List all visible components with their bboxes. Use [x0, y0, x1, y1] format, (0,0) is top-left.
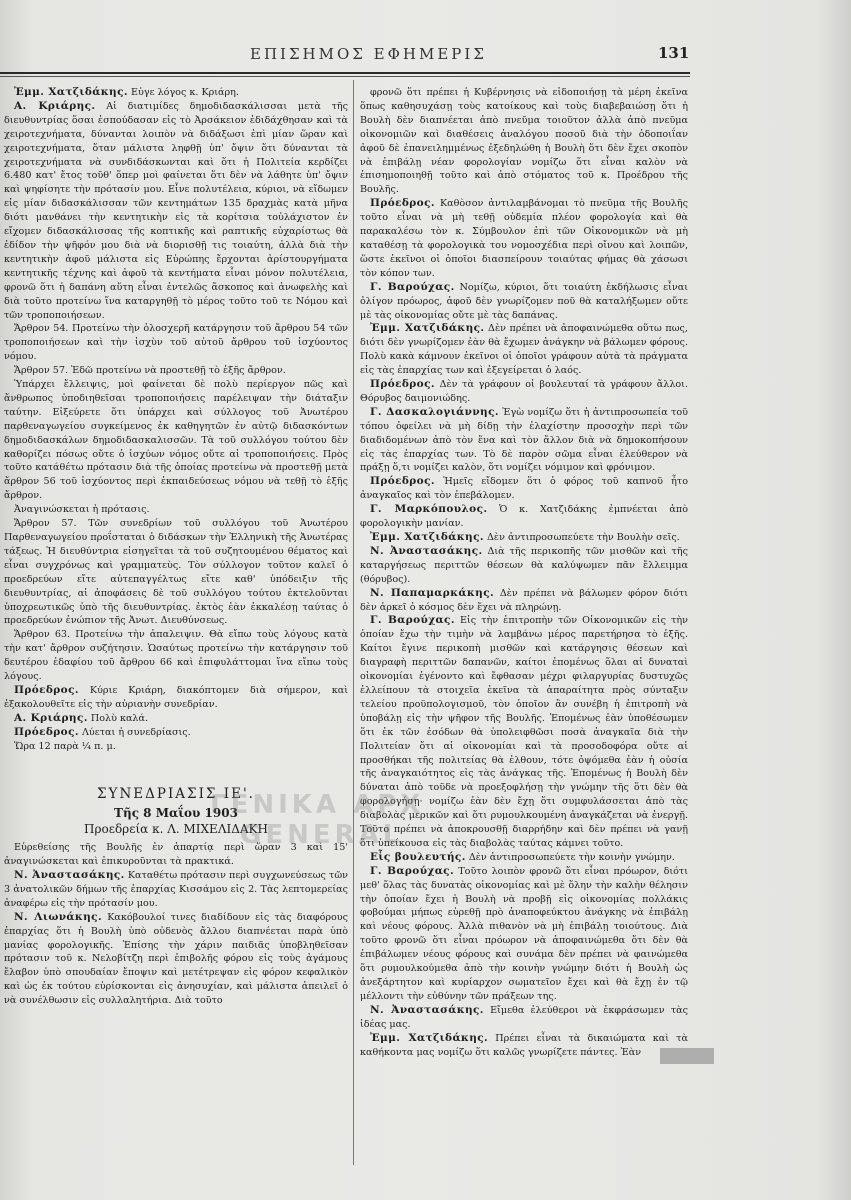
- speech-text: Ἐγὼ νομίζω ὅτι ἡ ἀντιπροσωπεία τοῦ τόπου ὀφείλει νὰ μὴ δίδῃ τὴν ἐλαχίστην προσοχὴν περὶ τῶν διαδιδομένων ἀπὸ τὸν ἕνα καὶ τὸν ἄλλον διὰ νὰ δημοκοπήσουν εἰς τὰς ἐπαρχίας των. Τὸ δὲ παρὸν σῶμα εἶναι ἐλεύθερον νὰ πράξῃ ὅ,τι νομίζει καλὸν, ὅτι νομίζει νόμιμον καὶ φρόνιμον.: [360, 406, 688, 474]
- speaker: Γ. Δασκαλογιάννης.: [370, 405, 499, 418]
- speech-text: Ὁ κ. Χατζιδάκης ἐμπνέεται ἀπὸ φορολογικὴν μανίαν.: [360, 504, 688, 530]
- paragraph: [360, 1032, 688, 1060]
- speech-text: Καθὸσον ἀντιλαμβάνομαι τὸ πνεῦμα τῆς Βουλῆς τοῦτο εἶναι νὰ μὴ τεθῇ οὐδεμία πλέον φορολογία καὶ θὰ παρακαλέσω τὸν κ. Σύμβουλον ἐπὶ τῶν Οἰκονομικῶν νὰ μὴ καταθέσῃ τὰ φορολογικὰ του νομοσχέδια περὶ οἴνου καὶ λοιπῶν, ὥστε ἐκεῖνοι οἱ ὁποῖοι διασπείρουν τοιαύτας φήμας θὰ χάσωσι τὸν κόπον των.: [360, 198, 688, 279]
- paragraph: [4, 100, 348, 323]
- speaker: Γ. Βαρούχας.: [370, 280, 455, 293]
- speaker: Α. Κριάρης.: [14, 99, 96, 112]
- speech-text: Κύριε Κριάρη, διακόπτομεν διὰ σήμερον, καὶ ἐξακολουθεῖτε εἰς τὴν αὐριανὴν συνεδρίαν.: [4, 684, 348, 710]
- paragraph: [4, 869, 348, 911]
- speaker: Γ. Βαρούχας.: [370, 864, 455, 877]
- header-rule: [0, 72, 690, 74]
- paragraph: Ἄρθρον 57. Τῶν συνεδρίων τοῦ συλλόγου τοῦ Ἀνωτέρου Παρθεναγωγείου προΐσταται ὁ διδάσκων τὴν Ἑλληνικὴ τῆς Ἀνωτέρας τάξεως. Ἡ διευθύντρια εἰσηγεῖται τὰ τοῦ συζητουμένου θέματος καὶ εἶναι συγχρόνως καὶ γραμματεὺς. Τὸν σύλλογον τοῦτον καλεῖ ὁ προεδρεύων εἴτε αὐτεπαγγέλτως εἴτε καθ' ὑπόδειξιν τῆς διευθυντρίας, αἱ ἀποφάσεις δὲ τοῦ συλλόγου τούτου ἐκτελοῦνται ὑποχρεωτικῶς ὑπὸ τῆς διευθυντρίας. ἐκτὸς ἐὰν ἐκκαλέσῃ ταύτας ὁ προεδρεύων ἐνώπιον τῆς Ἀνωτ. Διευθύνσεως.: [4, 518, 348, 627]
- paragraph: [360, 865, 688, 1004]
- speech-text: Ἡμεῖς εἴδομεν ὅτι ὁ φόρος τοῦ καπνοῦ ἦτο ἀναγκαῖος καὶ τὸν ἐπεβάλομεν.: [360, 476, 688, 502]
- speaker: Ν. Ἀναστασάκης.: [370, 544, 483, 557]
- speaker: Ἐμμ. Χατζιδάκης.: [370, 531, 484, 543]
- gazette-title: ΕΠΙΣΗΜΟΣ ΕΦΗΜΕΡΙΣ: [250, 45, 487, 63]
- paragraph: [360, 1004, 688, 1032]
- paragraph: [4, 684, 348, 712]
- speech-text: Δὲν πρέπει νὰ ἀποφαινώμεθα οὕτω πως, διότι δὲν γνωρίζομεν ἐὰν θὰ ἔχωμεν ἀνάγκην νὰ βάλωμεν φόρους. Πολὺ κακὰ κάμνουν ἐκεῖνοι οἱ ὁποῖοι γράφουν αὐτὰ τὰ πράγματα εἰς τὰς ἐπαρχίας των καὶ ἐξεγείρεται ὁ λαός.: [360, 323, 688, 377]
- speech-text: Κακόβουλοί τινες διαδίδουν εἰς τὰς διαφόρους ἐπαρχίας ὅτι ἡ Βουλὴ ὑπὸ οὐδενὸς ἄλλου διαπνέεται παρὰ ὑπὸ μανίας φορολογικῆς. Ἐπίσης τὴν χάριν παιδιᾶς ὑποβληθεῖσαν πρότασιν τοῦ κ. Νελοβίτζη περὶ ἐπιβολῆς φόρου εἰς τοὺς ἀγάμους ἔλαβον ὑπὸ σπουδαίαν ἔποψιν καὶ μετέτρεψαν εἰς φόρον κεφαλικὸν καὶ ὡς ἐκ τούτου εὑρίσκονται εἰς ἀνησυχίαν, καὶ μάλιστα ἀπειλεῖ ὁ νὰ συνέλθωσιν εἰς συλλαλητήρια. Διὰ τοῦτο: [4, 911, 348, 1007]
- speaker: Πρόεδρος.: [370, 475, 435, 488]
- session-date: Τῆς 8 Μαΐου 1903: [114, 806, 238, 821]
- speaker: Ν. Ἀναστασάκης.: [370, 1003, 484, 1016]
- watermark-line: GENERAL: [240, 820, 404, 850]
- speaker: Γ. Βαρούχας.: [370, 614, 455, 627]
- paragraph: [360, 503, 688, 531]
- paragraph: Ἄρθρον 63. Προτείνω τὴν ἀπαλειψιν. Θὰ εἴπω τοὺς λόγους κατὰ τὴν κατ' ἄρθρον συζήτησιν. Ὡσαύτως προτείνω τὴν κατάργησιν τοῦ δευτέρου ἐδαφίου τοῦ ἄρθρου 66 καὶ ἐπιφυλάττομαι ἵνα εἴπω τοὺς λόγους.: [4, 629, 348, 683]
- paragraph: Ἄρθρον 57. Ἐδῶ προτείνω νὰ προστεθῇ τὸ ἑξῆς ἄρθρον.: [14, 365, 286, 377]
- column-divider: [353, 80, 354, 1165]
- speech-text: Δὲν τὰ γράφουν οἱ βουλευταί τὰ γράφουν ἄλλοι. Θόρυβος δαιμονιώδης.: [360, 379, 688, 404]
- paragraph: [360, 587, 688, 615]
- session-presidency: Προεδρεία κ. Λ. ΜΙΧΕΛΙΔΑΚΗ: [83, 822, 268, 837]
- speech-text: Καταθέτω πρότασιν περὶ συγχωνεύσεως τῶν 3 ἀνατολικῶν δήμων τῆς ἐπαρχίας Κισσάμου εἰς 2. Τὰς λεπτομερείας ἀναφέρω εἰς τὴν πρότασίν μου.: [4, 870, 348, 909]
- paragraph: [360, 378, 688, 406]
- speech-text: Τοῦτο λοιπὸν φρονῶ ὅτι εἶναι πρόωρον, διότι μεθ' ὅλας τὰς δυνατὰς οἰκονομίας καὶ μὲ ὅλην τὴν καλὴν θέλησιν τὴν ὁποίαν ἔχει ἡ Βουλὴ νὰ προβῇ εἰς οἰκονομίας πολλάκις φοβούμαι μήπως εὑρεθῇ πρὸ ἀναποφεύκτου ἀνάγκης νὰ ἐπιβάλῃ καὶ νέους φόρους. Ἀλλὰ πιθανὸν νὰ μὴ ἐπιβάλῃ τοιούτους. Διὰ τοῦτο φρονῶ ὅτι εἶναι πρόωρον νὰ ἀποφαινώμεθα ὅτι δὲν θὰ ἐπιβάλωμεν νέους φόρους καὶ συνάμα δὲν πρέπει νὰ φαινώμεθα ὅτι ρυμουλκούμεθα ἀπὸ τὴν κοινὴν γνώμην διότι ἡ Βουλὴ ὡς ἀνεξάρτητον καὶ κυρίαρχον σωματεῖον ἔχει καὶ θὰ ἔχῃ ἐν τῷ μέλλοντι τὴν εὐθύνην τῶν πράξεων της.: [360, 865, 688, 1002]
- speech-text: Πολὺ καλά.: [87, 712, 149, 724]
- speech-text: Διὰ τῆς περικοπῆς τῶν μισθῶν καὶ τῆς καταργήσεως περιττῶν θέσεων θὰ καλύψωμεν πᾶν ἔλλειμμα (θόρυβος).: [360, 545, 688, 585]
- paragraph: [360, 281, 688, 323]
- speech-text: Δὲν ἀντιπροσωπεύετε τὴν Βουλὴν σεῖς.: [483, 532, 680, 543]
- right-column: [360, 86, 688, 1156]
- paragraph: [360, 197, 688, 280]
- speaker: Εἷς βουλευτής.: [370, 850, 466, 863]
- paragraph: Ὑπάρχει ἔλλειψις, μοὶ φαίνεται δὲ πολὺ περίεργον πῶς καὶ ἄνθρωπος ὑποδιηθεῖσαι τροποποιήσεις παρέλειψαν τὴν διάταξιν ταύτην. Εἰξεύρετε ὅτι ὑπάρχει καὶ σύλλογος τοῦ Ἀνωτέρου παρθεναγωγείου συγκείμενος ἐκ καθηγητῶν ἐν αὐτῷ διδασκόντων δημοδιδασκάλων δημοδιδασκαλισσῶν. Τὰ τοῦ συλλόγου τούτου δὲν καθορίζει πόσως οὔτε ὁ ἰσχύων νόμος οὔτε αἱ τροποποιήσεις. Πρὸς τοῦτο κατάθέτω πρότασιν διὰ τῆς ὁποίας προτείνω νὰ προστεθῇ μετὰ ἄρθρον 56 τοῦ ἰσχύοντος περὶ ἐκπαιδεύσεως νόμου νὰ τεθῇ τὸ ἑξῆς ἄρθρον.: [4, 379, 348, 502]
- archive-watermark: [210, 790, 424, 850]
- ink-smudge: [660, 1048, 714, 1064]
- paragraph: Ἄρθρον 54. Προτείνω τὴν ὁλοσχερῆ κατάργησιν τοῦ ἄρθρου 54 τῶν τροποποιήσεων καὶ τὴν ἰσχὺν τοῦ αὐτοῦ ἄρθρου τοῦ ἰσχύοντος νόμου.: [4, 323, 348, 363]
- speaker: Πρόεδρος.: [370, 197, 435, 210]
- speech-text: Λύεται ἡ συνεδρίασις.: [78, 726, 191, 738]
- paragraph: [360, 545, 688, 587]
- watermark-line: ΓΕΝΙΚΑ ΑΡΧ: [210, 790, 425, 820]
- speaker: Ἐμμ. Χατζιδάκης.: [14, 86, 128, 98]
- speaker: Α. Κριάρης.: [14, 711, 88, 724]
- speaker: Ν. Παπαμαρκάκης.: [370, 586, 495, 599]
- paragraph: [360, 851, 688, 865]
- speaker: Πρόεδρος.: [14, 683, 79, 696]
- page-number: 131: [658, 44, 690, 62]
- speaker: Ἐμμ. Χατζιδάκης.: [370, 322, 485, 335]
- page-header: [0, 45, 851, 67]
- paragraph: Ὥρα 12 παρὰ ¼ π. μ.: [14, 740, 116, 752]
- header-rule-thin: [0, 76, 690, 77]
- session-heading: ΣΥΝΕΔΡΙΑΣΙΣ ΙΕ'.: [97, 785, 255, 802]
- speech-text: Πρέπει εἶναι τὰ δικαιώματα καὶ τὰ καθήκοντα μας νομίζω ὅτι καλῶς γνωρίζετε πάντες. Ἐὰν: [360, 1032, 688, 1058]
- speech-text: Αἱ διατιμίδες δημοδιδασκάλισσαι μετὰ τῆς διευθυντρίας ὅσαι ἐσπούδασαν εἰς τὸ Ἀρσάκειον ἐδιδάχθησαν καὶ τὰ χειροτεχνήματα, δύνανται λοιπὸν νὰ διδάξωσι ἐπὶ μίαν ὥραν καὶ χειροτεχνήματα, ὅταν μάλιστα ληφθῇ ὑπ' ὄψιν ὅτι δύνανται τὰ χειροτεχνήματα νὰ συνδιδάσκωνται καὶ ὅτι ἡ Πολιτεία κερδίζει 6.480 κατ' ἔτος τοῦθ' ὅπερ μοὶ φαίνεται ὅτι δὲν νὰ λάθητε ὑπ' ὄψιν καὶ ψηφίσητε τὴν πρότασίν μου. Εἶνε πολυτέλεια, κύριοι, νὰ εἴδωμεν εἰς μίαν διδασκάλισσαν τῶν κεντημάτων 135 δραχμὰς κατὰ μῆνα διότι μανθάνει τὴν κεντητικὴν εἰς τὰ κορίτσια τοὐλάχιστον ἐν εἴχομεν διδασκάλισσας τῆς κοπτικῆς καὶ ραπτικῆς εὐχαρίστως θὰ ἐδίδον τὴν ψῆφόν μου διὰ νὰ διορισθῇ τις τοιαύτη, ἀλλὰ διὰ τὴν κεντητικὴν ἀφοῦ μάλιστα εἰς Εὐρώπης ἔρχονται ἀρίστουργήματα κεντητικῆς τέχνης καὶ ἀφοῦ τὰ κεντήματα εἶναι μόνον πολυτέλεια, φρονῶ ὅτι ἡ δαπάνη αὕτη εἶναι ἐντελῶς ἄσκοπος καὶ ἀνωφελὴς καὶ διὰ τοῦτο προτείνω ἵνα καταργηθῇ τὸ μέρος τοῦτο τοῦ τε Νόμου καὶ τῶν τροποποιήσεων.: [4, 100, 348, 321]
- speech-text: Εὐγε λόγος κ. Κριάρη.: [127, 87, 239, 98]
- speech-text: Δὲν πρέπει νὰ βάλωμεν φόρον διότι δὲν ἀρκεῖ ὁ κόσμος δὲν ἔχει νὰ πληρώνῃ.: [360, 587, 688, 613]
- paragraph: [360, 531, 688, 545]
- speech-text: Εἰς τὴν ἐπιτροπὴν τῶν Οἰκονομικῶν εἰς τὴν ὁποίαν ἔχω τὴν τιμὴν νὰ λαμβάνω μέρος παρετήρησα τὸ ἑξῆς. Καίτοι ἔγινε περικοπὴ μισθῶν καὶ κατάργησις θέσεων καὶ διαγραφὴ περιττῶν δαπανῶν, καίτοι ἐπομένως ὅλαι αἱ δυναταὶ οἰκονομίαι ἐγένοντο καὶ ἔφθασαν μέχρι φιλαργυρίας δυστυχῶς ἐλλείπουν τὰ στοιχεῖα ἐκεῖνα τὰ ἀπαραίτητα πρὸς σύνταξιν τελείου προϋπολογισμοῦ, τὸν ὁποῖον ἂν συνέβη ἡ ἐπιτροπὴ νὰ ὑποβάλῃ εἰς τὴν ψῆφον τῆς Βουλῆς. Ἐπομένως ἐὰν ὑποθέσωμεν ὅτι ἐκ τῶν ἐσόδων θὰ ὑπολειφθῶσι ποσὰ ἀναγκαῖα διὰ τὴν Πολιτείαν ὅτι αἱ οἰκονομίαι καὶ τὰ προσοδοφόρα οὔτε αἱ προσθήκαι τῆς πολιτείας θὰ ἐλθουν, τότε ὀψόμεθα ἐὰν ἡ οὐσία τῆς ἀναγκαιότητος εἰς τὰς ἀνάγκας τῆς. Ἐπομένως ἡ Βουλὴ δὲν δύναται ἀπὸ τοῦδε νὰ προεξοφλήσῃ τὴν γνώμην τῆς ὅτι δὲν θὰ φορολογήσῃ· νομίζω ἐὰν δὲν ἔχῃ ὅτι συμφυλάσσεται ἀπὸ τὰς διαβολὰς μερικῶν καὶ ὅτι ρυμουλκουμένη ἀναγκάζεται νὰ ἐνεργῇ. Τοῦτο πρέπει νὰ ἀποκρουσθῇ διαρρήδην καὶ δὲν πρέπει νὰ γανῇ ὅτι ὑπείκουσα εἰς τὰς διαβολὰς ταύτας κάμνει τοῦτο.: [360, 615, 688, 849]
- paragraph: [360, 322, 688, 378]
- paragraph: [4, 911, 348, 1008]
- paragraph: [360, 406, 688, 476]
- speaker: Γ. Μαρκόπουλος.: [370, 503, 488, 516]
- paragraph: Εὑρεθείσης τῆς Βουλῆς ἐν ἀπαρτίᾳ περὶ ὥραν 3 καὶ 15' ἀναγινώσκεται καὶ ἐπικυροῦνται τὰ πρακτικά.: [4, 842, 348, 868]
- paragraph: [360, 475, 688, 503]
- speech-text: Δὲν ἀντιπροσωπεύετε τὴν κοινὴν γνώμην.: [465, 851, 675, 863]
- left-column: [4, 86, 348, 1156]
- speech-text: Εἴμεθα ἐλεύθεροι νὰ ἐκφράσωμεν τὰς ἰδέας μας.: [360, 1004, 688, 1030]
- paragraph: Ἀναγινώσκεται ἡ πρότασις.: [14, 504, 150, 516]
- speech-text: Νομίζω, κύριοι, ὅτι τοιαύτη ἐκδήλωσις εἶναι ὀλίγον πρόωρος, ἀφοῦ δὲν γνωρίζομεν ποῦ θὰ καταλήξωμεν οὔτε μὲ τὰς οἰκονομίας οὔτε μὲ τὰς δαπάνας.: [360, 281, 688, 321]
- speaker: Ν. Ἀναστασάκης.: [14, 869, 125, 882]
- speaker: Ν. Λιωνάκης.: [14, 910, 103, 923]
- speaker: Ἐμμ. Χατζιδάκης.: [370, 1031, 489, 1044]
- paragraph: [4, 712, 348, 726]
- paragraph: [4, 726, 348, 740]
- paragraph: φρονῶ ὅτι πρέπει ἡ Κυβέρνησις νὰ εἰδοποιήσῃ τὰ μέρη ἐκεῖνα ὅπως καθησυχάσῃ τοὺς κατοίκους καὶ τοὺς διαβεβαιώσῃ ὅτι ἡ Βουλὴ δὲν διαπνέεται ἀπὸ πνεῦμα τοιοῦτον ἀλλὰ ἀπὸ πνεῦμα οἰκονομιῶν καὶ διαθέσεις ἀναλόγου ποσοῦ διὰ τὴν ὁδοποιΐαν ἀφοῦ δὲ ἐπανειλημμένως ἐξεδηλώθη ἡ Βουλὴ ὅτι δὲν ἔχει σκοπὸν νὰ ἐπιβάλῃ νέαν φορολογίαν νομίζω ὅτι εἶναι καλὸν νὰ ἐπισημοποιηθῇ τοῦτο καὶ ἀπὸ στόματος τοῦ κ. Προέδρου τῆς Βουλῆς.: [360, 87, 688, 196]
- paragraph: [4, 86, 348, 100]
- speaker: Πρόεδρος.: [14, 725, 79, 738]
- speaker: Πρόεδρος.: [370, 378, 435, 391]
